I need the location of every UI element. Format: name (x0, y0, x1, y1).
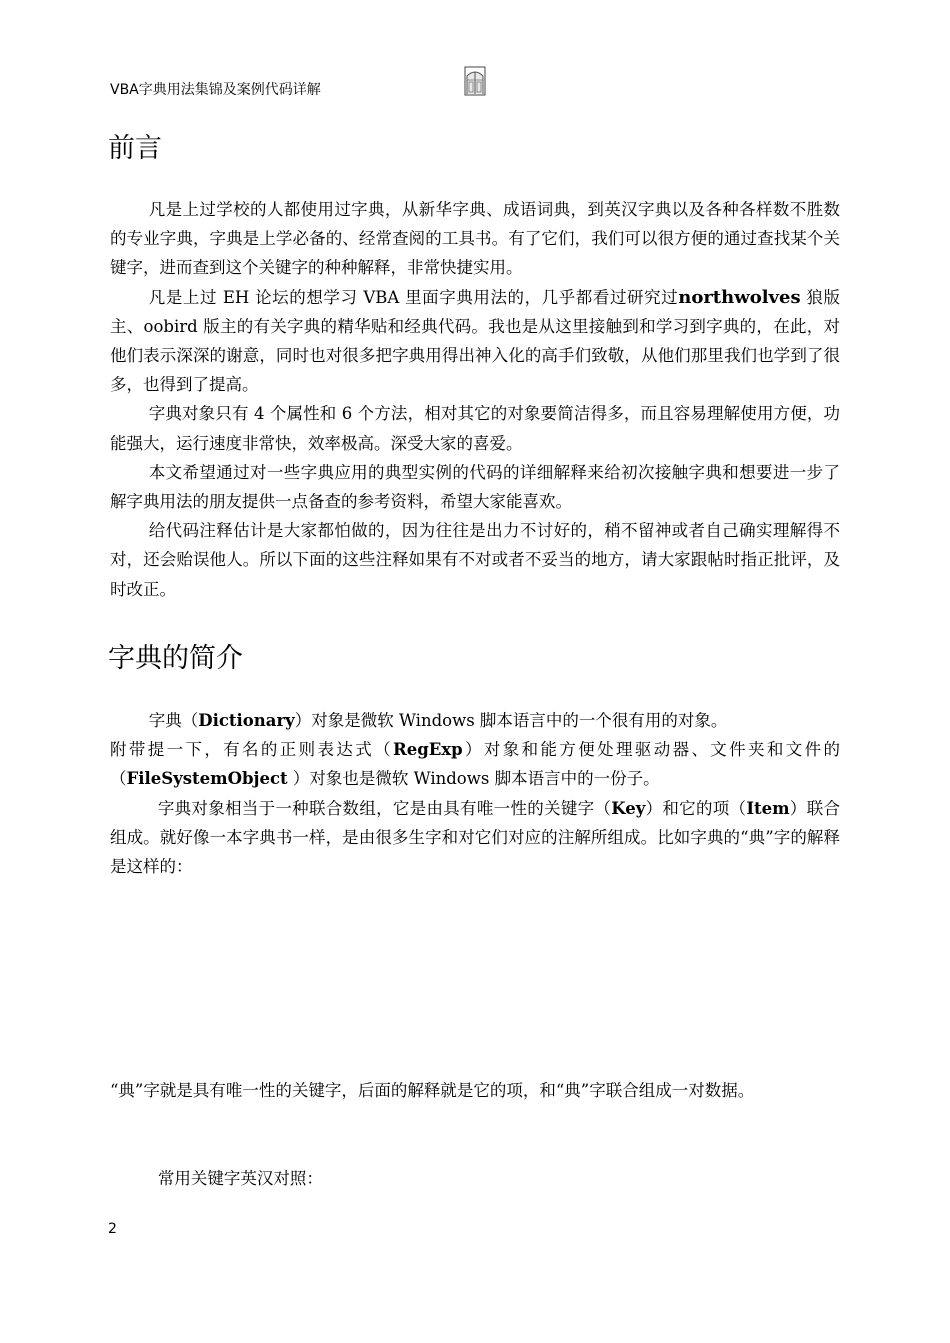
intro-p2-mid: ）对象和能方便处理驱动器、文件夹和文件的（ (110, 740, 841, 789)
preface-paragraph-5: 给代码注释估计是大家都怕做的，因为往往是出力不讨好的，稍不留神或者自己确实理解得不对，还会贻误他人。所以下面的这些注释如果有不对或者不妥当的地方，请大家跟帖时指正批评，及时改正。 (110, 521, 840, 599)
intro-paragraph-4: “典”字就是具有唯一性的关键字，后面的解释就是它的项，和“典”字联合组成一对数据。 (110, 1081, 755, 1100)
door-icon (464, 66, 486, 96)
intro-p3-lead: 字典对象相当于一种联合数组，它是由具有唯一性的关键字（ (157, 798, 612, 818)
intro-p1-lead: 字典（ (148, 711, 199, 730)
preface-paragraph-1: 凡是上过学校的人都使用过字典，从新华字典、成语词典，到英汉字典以及各种各样数不胜数的专业字典，字典是上学必备的、经常查阅的工具书。有了它们，我们可以很方便的通过查找某个关键字，进而查到这个关键字的种种解释，非常快捷实用。 (110, 200, 840, 278)
preface-paragraph-4: 本文希望通过对一些字典应用的典型实例的代码的详细解释来给初次接触字典和想要进一步了解字典用法的朋友提供一点备查的参考资料，希望大家能喜欢。 (110, 462, 840, 512)
preface-title: 前言 (108, 133, 162, 164)
intro-p3-mid: ）和它的项（ (645, 798, 747, 818)
term-key: Key (611, 798, 646, 818)
term-filesystemobject: FileSystemObject (126, 769, 288, 789)
intro-p3-rest: ）联合组成。就好像一本字典书一样，是由很多生字和对它们对应的注解所组成。比如字典的“典”字的解释是这样的： (110, 798, 841, 877)
intro-p2-rest: ）对象也是微软 Windows 脚本语言中的一份子。 (287, 769, 660, 789)
intro-p1-rest: ）对象是微软 Windows 脚本语言中的一个很有用的对象。 (294, 711, 728, 730)
intro-p2-lead: 附带提一下，有名的正则表达式（ (110, 740, 393, 760)
preface-body (110, 195, 840, 604)
keyword-table-caption: 常用关键字英汉对照： (157, 1169, 323, 1188)
intro-paragraph-3 (110, 794, 840, 882)
preface-paragraph-3: 字典对象只有 4 个属性和 6 个方法，相对其它的对象要简洁得多，而且容易理解使用方便，功能强大，运行速度非常快，效率极高。深受大家的喜爱。 (110, 404, 840, 453)
intro-body-continued (110, 1076, 840, 1105)
moderator-name: northwolves (678, 286, 801, 308)
page-number: 2 (108, 1221, 117, 1237)
keyword-table-caption-block (110, 1164, 840, 1193)
intro-title: 字典的简介 (108, 643, 243, 674)
running-header: VBA字典用法集锦及案例代码详解 (110, 82, 321, 98)
term-dictionary: Dictionary (198, 711, 295, 730)
term-item: Item (746, 798, 790, 818)
preface-paragraph-2-rest: 狼版主、oobird 版主的有关字典的精华贴和经典代码。我也是从这里接触到和学习到字典的，在此，对他们表示深深的谢意，同时也对很多把字典用得出神入化的高手们致敬，从他们那里我们也学到了很多，也得到了提高。 (110, 287, 840, 395)
intro-paragraph-2 (110, 735, 840, 793)
preface-paragraph-2-lead: 凡是上过 EH 论坛的想学习 VBA 里面字典用法的，几乎都看过研究过 (148, 287, 679, 307)
preface-paragraph-2 (110, 283, 840, 400)
intro-body (110, 706, 840, 881)
intro-paragraph-1 (110, 706, 840, 735)
term-regexp: RegExp (392, 740, 463, 760)
